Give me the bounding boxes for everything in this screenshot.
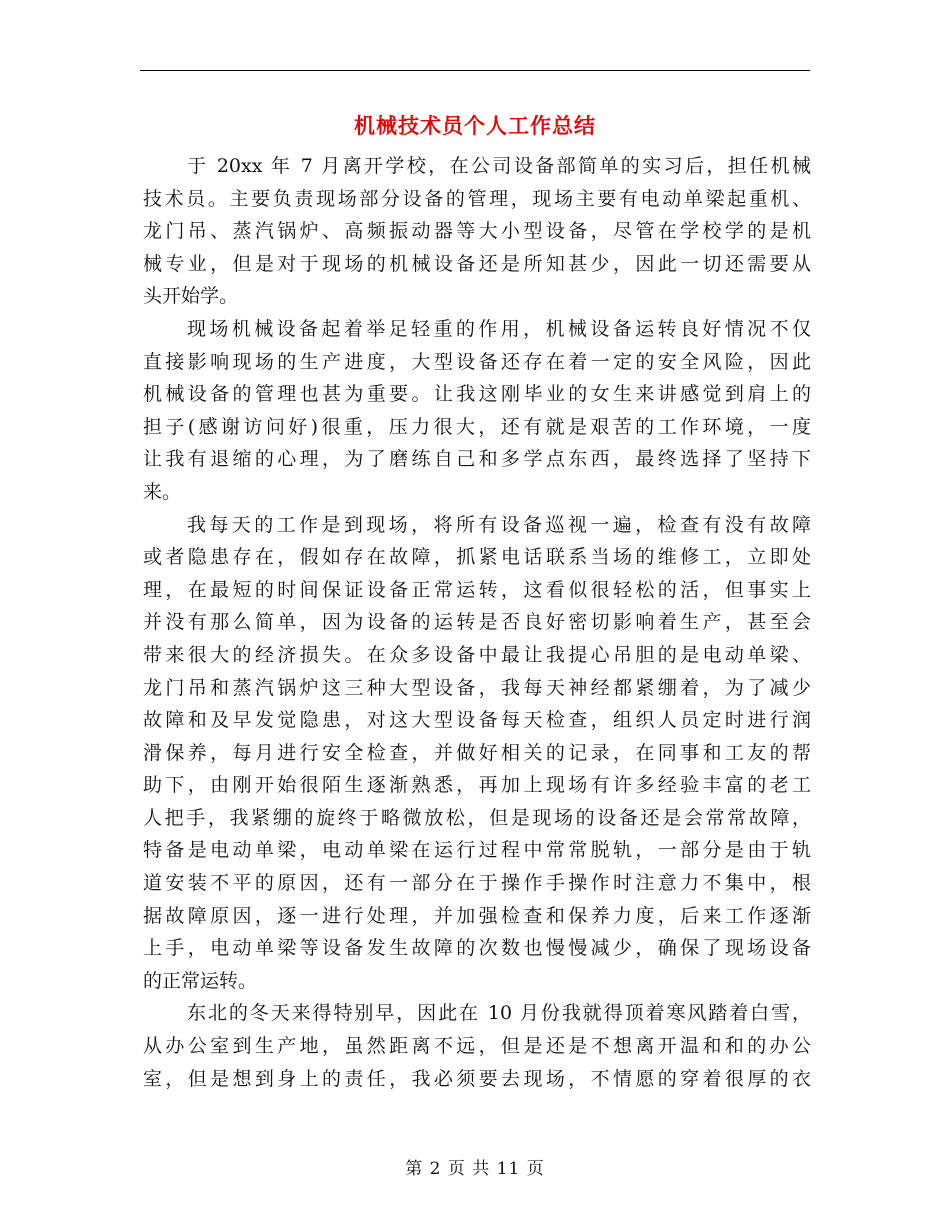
text-line: 据故障原因，逐一进行处理，并加强检查和保养力度，后来工作逐渐 xyxy=(143,904,811,927)
text-line: 带来很大的经济损失。在众多设备中最让我提心吊胆的是电动单梁、 xyxy=(143,643,811,666)
text-line: 人把手，我紧绷的旋终于略微放松，但是现场的设备还是会常常故障， xyxy=(143,806,811,829)
text-line: 特备是电动单梁，电动单梁在运行过程中常常脱轨，一部分是由于轨 xyxy=(143,839,811,862)
text-line: 担子(感谢访问好)很重，压力很大，还有就是艰苦的工作环境，一度 xyxy=(143,415,811,438)
text-line: 于 20xx 年 7 月离开学校，在公司设备部简单的实习后，担任机械 xyxy=(187,155,811,177)
text-line: 或者隐患存在，假如存在故障，抓紧电话联系当场的维修工，立即处 xyxy=(143,546,811,569)
document-title: 机械技术员个人工作总结 xyxy=(354,113,596,138)
text-line: 东北的冬天来得特别早，因此在 10 月份我就得顶着寒风踏着白雪， xyxy=(187,1002,811,1025)
text-line: 的正常运转。 xyxy=(143,969,258,992)
text-line: 现场机械设备起着举足轻重的作用，机械设备运转良好情况不仅 xyxy=(187,317,811,340)
text-line: 让我有退缩的心理，为了磨练自己和多学点东西，最终选择了坚持下 xyxy=(143,448,811,471)
header-rule xyxy=(140,70,810,71)
paragraph xyxy=(143,150,811,313)
text-line: 龙门吊和蒸汽锅炉这三种大型设备，我每天神经都紧绷着，为了减少 xyxy=(143,676,811,699)
text-line: 上手，电动单梁等设备发生故障的次数也慢慢减少，确保了现场设备 xyxy=(143,937,811,960)
document-body xyxy=(143,150,811,1095)
text-line: 技术员。主要负责现场部分设备的管理，现场主要有电动单梁起重机、 xyxy=(143,187,811,210)
text-line: 室，但是想到身上的责任，我必须要去现场，不情愿的穿着很厚的衣 xyxy=(143,1067,811,1090)
text-line: 滑保养，每月进行安全检查，并做好相关的记录，在同事和工友的帮 xyxy=(143,741,811,764)
text-line: 龙门吊、蒸汽锅炉、高频振动器等大小型设备，尽管在学校学的是机 xyxy=(143,220,811,243)
page-number: 第 2 页 共 11 页 xyxy=(405,1159,545,1179)
text-line: 械专业，但是对于现场的机械设备还是所知甚少，因此一切还需要从 xyxy=(143,252,811,275)
text-line: 我每天的工作是到现场，将所有设备巡视一遍，检查有没有故障 xyxy=(187,513,811,536)
text-line: 机械设备的管理也甚为重要。让我这刚毕业的女生来讲感觉到肩上的 xyxy=(143,383,811,406)
text-line: 理，在最短的时间保证设备正常运转，这看似很轻松的活，但事实上 xyxy=(143,578,811,601)
text-line: 并没有那么简单，因为设备的运转是否良好密切影响着生产，甚至会 xyxy=(143,611,811,634)
text-line: 故障和及早发觉隐患，对这大型设备每天检查，组织人员定时进行润 xyxy=(143,709,811,732)
paragraph xyxy=(143,313,811,509)
text-line: 头开始学。 xyxy=(143,285,239,308)
paragraph xyxy=(143,997,811,1095)
text-line: 道安装不平的原因，还有一部分在于操作手操作时注意力不集中，根 xyxy=(143,872,811,895)
text-line: 来。 xyxy=(143,480,182,503)
text-line: 助下，由刚开始很陌生逐渐熟悉，再加上现场有许多经验丰富的老工 xyxy=(143,774,811,797)
text-line: 直接影响现场的生产进度，大型设备还存在着一定的安全风险，因此 xyxy=(143,350,811,373)
text-line: 从办公室到生产地，虽然距离不远，但是还是不想离开温和和的办公 xyxy=(143,1035,811,1058)
paragraph xyxy=(143,509,811,998)
